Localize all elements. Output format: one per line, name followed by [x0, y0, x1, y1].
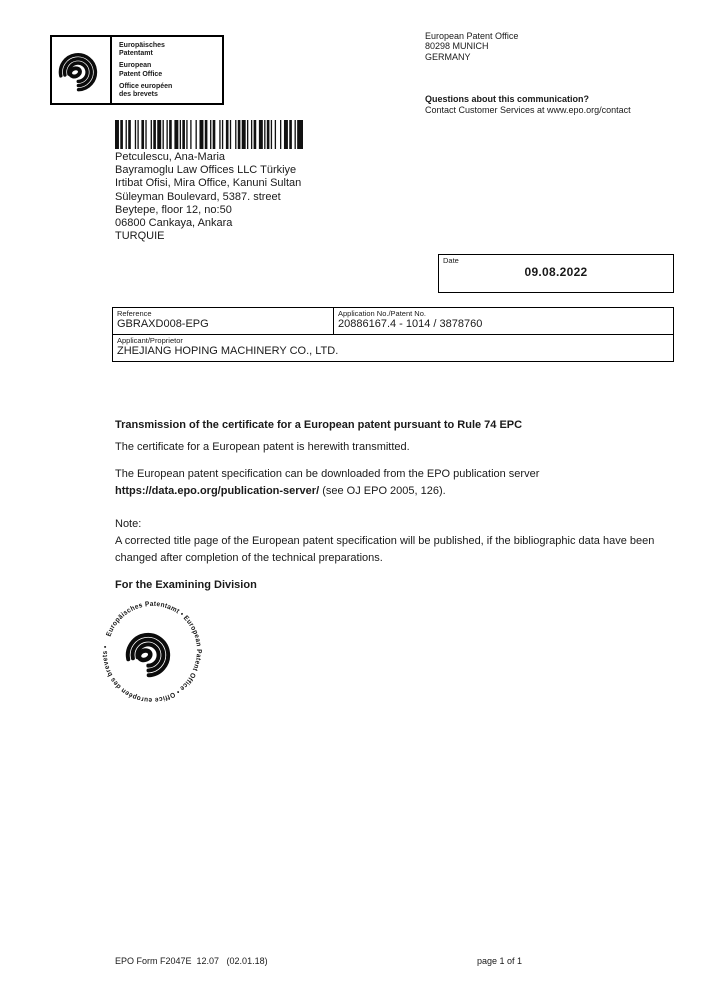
footer-form-info: EPO Form F2047E 12.07 (02.01.18) — [115, 956, 268, 966]
seal-swirl-icon — [122, 629, 174, 681]
paragraph-transmitted: The certificate for a European patent is herewith transmitted. — [115, 441, 410, 453]
examining-division-signoff: For the Examining Division — [115, 579, 257, 591]
paragraph-download-line1: The European patent specification can be downloaded from the EPO publication server — [115, 468, 540, 480]
questions-heading: Questions about this communication? — [425, 94, 590, 104]
date-box — [438, 254, 674, 293]
footer-page-info: page 1 of 1 — [477, 956, 523, 966]
epo-swirl-icon — [58, 47, 104, 93]
applicant-value: ZHEJIANG HOPING MACHINERY CO., LTD. — [117, 345, 339, 357]
note-block — [115, 516, 693, 566]
table-row — [113, 308, 673, 335]
reference-cell — [113, 308, 334, 334]
date-label: Date — [443, 256, 459, 265]
reference-table — [112, 307, 674, 362]
letter-title: Transmission of the certificate for a European patent pursuant to Rule 74 EPC — [115, 419, 523, 431]
questions-contact: Contact Customer Services at www.epo.org/contact — [425, 104, 631, 115]
paragraph-download-line2 — [115, 483, 693, 500]
reference-label: Reference — [117, 309, 152, 318]
epo-logo-box — [50, 35, 224, 105]
paragraph-download — [115, 466, 693, 500]
application-cell — [334, 308, 673, 334]
applicant-cell — [113, 335, 673, 361]
office-address-line: GERMANY — [425, 51, 471, 62]
epo-logo-swirl-cell — [52, 37, 112, 103]
logo-label-fr-2: des brevets — [119, 91, 158, 99]
application-value: 20886167.4 - 1014 / 3878760 — [338, 318, 483, 330]
recipient-address — [115, 151, 301, 243]
recipient-line: Beytepe, floor 12, no:50 — [115, 203, 232, 216]
recipient-line: 06800 Cankaya, Ankara — [115, 217, 233, 230]
epo-logo-labels — [112, 37, 222, 103]
applicant-label: Applicant/Proprietor — [117, 336, 183, 345]
logo-label-fr-1: Office européen — [119, 82, 173, 90]
office-address-line: 80298 MUNICH — [425, 41, 489, 52]
office-address — [425, 31, 518, 62]
recipient-line: Petculescu, Ana-Maria — [115, 151, 226, 163]
publication-server-url: https://data.epo.org/publication-server/ — [115, 484, 320, 497]
reference-value: GBRAXD008-EPG — [117, 318, 209, 330]
note-label: Note: — [115, 518, 142, 530]
logo-label-de-1: Europäisches — [119, 42, 165, 49]
recipient-line: Irtibat Ofisi, Mira Office, Kanuni Sultan — [115, 177, 302, 190]
office-address-line: European Patent Office — [425, 31, 519, 41]
logo-label-en-2: Patent Office — [119, 70, 163, 78]
recipient-line: Bayramoglu Law Offices LLC Türkiye — [115, 164, 297, 177]
recipient-line: TURQUIE — [115, 230, 165, 243]
paragraph-download-rest: (see OJ EPO 2005, 126). — [319, 484, 446, 497]
note-text: A corrected title page of the European patent specification will be published, if the bibliographic data have been changed after completion of the technical preparations. — [115, 534, 655, 564]
barcode — [115, 120, 303, 149]
questions-block — [425, 94, 631, 115]
application-label: Application No./Patent No. — [338, 309, 426, 318]
epo-seal — [96, 596, 208, 708]
seal-ring-text: Europäisches Patentamt • European Patent Office • Office européen des brevets • — [101, 600, 203, 704]
recipient-line: Süleyman Boulevard, 5387. street — [115, 190, 281, 203]
logo-label-en-1: European — [119, 62, 152, 70]
date-value: 09.08.2022 — [524, 265, 588, 279]
logo-label-de-2: Patentamt — [119, 50, 153, 58]
